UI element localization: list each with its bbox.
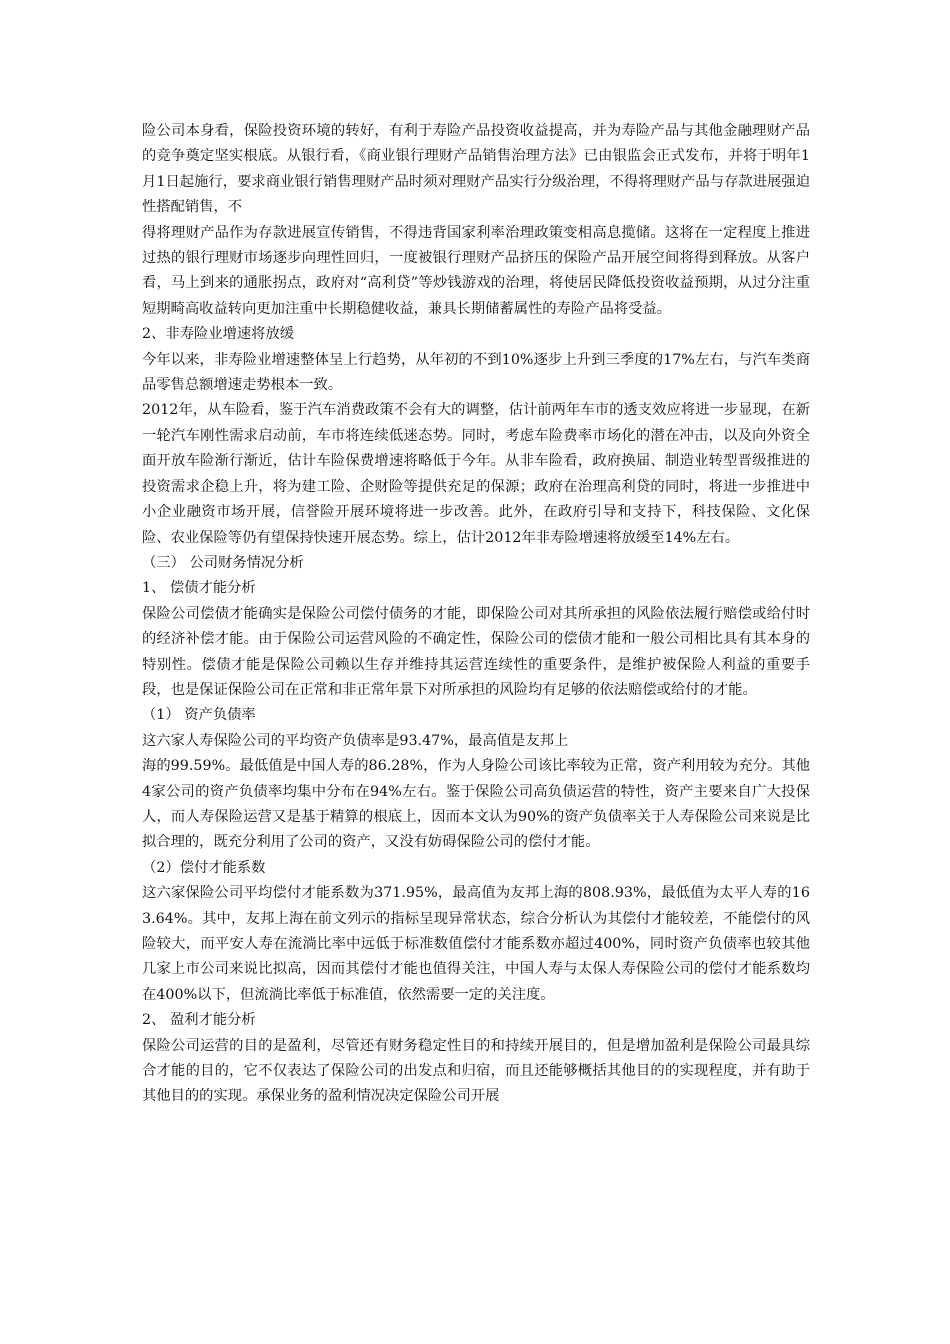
paragraph-solvency-definition: 保险公司偿债才能确实是保险公司偿付债务的才能，即保险公司对其所承担的风险依法履行赔偿或给付时的经济补偿才能。由于保险公司运营风险的不确定性，保险公司的偿债才能和一般公司相比具有其本身的特别性。偿债才能是保险公司赖以生存并维持其运营连续性的重要条件，是维护被保险人利益的重要手段，也是保证保险公司在正常和非正常年景下对所承担的风险均有足够的依法赔偿或给付的才能。 (142, 605, 810, 698)
paragraph-non-life-trend: 今年以来，非寿险业增速整体呈上行趋势，从年初的不到10%逐步上升到三季度的17%左右，与汽车类商品零售总额增速走势根本一致。 (142, 351, 810, 394)
heading-financial-analysis: （三） 公司财务情况分析 (142, 554, 304, 571)
heading-profitability-analysis: 2、 盈利才能分析 (142, 1012, 256, 1029)
heading-solvency-analysis: 1、 偿债才能分析 (142, 580, 256, 597)
paragraph-bank-wealth-products: 得将理财产品作为存款进展宣传销售，不得违背国家利率治理政策变相高息揽储。这将在一定程度上推进过热的银行理财市场逐步向理性回归，一度被银行理财产品挤压的保险产品开展空间将得到释放。从客户看，马上到来的通胀拐点，政府对“高利贷”等炒钱游戏的治理，将使居民降低投资收益预期，从过分注重短期畸高收益转向更加注重中长期稳健收益，兼具长期储蓄属性的寿险产品将受益。 (142, 224, 810, 317)
paragraph-debt-ratio-average: 这六家人寿保险公司的平均资产负债率是93.47%，最高值是友邦上 (142, 732, 569, 749)
document-page (142, 119, 810, 1110)
heading-solvency-coefficient: （2）偿付才能系数 (142, 859, 266, 876)
heading-non-life-growth: 2、非寿险业增速将放缓 (142, 326, 295, 343)
paragraph-2012-forecast: 2012年，从车险看，鉴于汽车消费政策不会有大的调整，估计前两年车市的透支效应将进一步显现，在新一轮汽车刚性需求启动前，车市将连续低迷态势。同时，考虑车险费率市场化的潜在冲击，以及向外资全面开放车险渐行渐近，估计车险保费增速将略低于今年。从非车险看，政府换届、制造业转型晋级推进的投资需求企稳上升，将为建工险、企财险等提供充足的保源；政府在治理高利贷的同时，将进一步推进中小企业融资市场开展，信誉险开展环境将进一步改善。此外，在政府引导和支持下，科技保险、文化保险、农业保险等仍有望保持快速开展态势。综上，估计2012年非寿险增速将放缓至14%左右。 (142, 402, 810, 546)
heading-debt-ratio: （1） 资产负债率 (142, 707, 256, 724)
paragraph-debt-ratio-detail: 海的99.59%。最低值是中国人寿的86.28%，作为人身险公司该比率较为正常，资产利用较为充分。其他4家公司的资产负债率均集中分布在94%左右。鉴于保险公司高负债运营的特性，资产主要来自广大投保人，而人寿保险运营又是基于精算的根底上，因而本文认为90%的资产负债率关于人寿保险公司来说是比拟合理的，既充分利用了公司的资产，又没有妨碍保险公司的偿付才能。 (142, 758, 810, 851)
paragraph-solvency-coefficient: 这六家保险公司平均偿付才能系数为371.95%，最高值为友邦上海的808.93%，最低值为太平人寿的163.64%。其中，友邦上海在前文列示的指标呈现异常状态，综合分析认为其偿付才能较差，不能偿付的风险较大，而平安人寿在流淌比率中远低于标准数值偿付才能系数亦超过400%，同时资产负债率也较其他几家上市公司来说比拟高，因而其偿付才能也值得关注，中国人寿与太保人寿保险公司的偿付才能系数均在400%以下，但流淌比率低于标准值，依然需要一定的关注度。 (142, 885, 810, 1003)
paragraph-profitability: 保险公司运营的目的是盈利，尽管还有财务稳定性目的和持续开展目的，但是增加盈利是保险公司最具综合才能的目的，它不仅表达了保险公司的出发点和归宿，而且还能够概括其他目的的实现程度，并有助于其他目的的实现。承保业务的盈利情况决定保险公司开展 (142, 1037, 810, 1105)
paragraph-life-insurance-outlook: 险公司本身看，保险投资环境的转好，有利于寿险产品投资收益提高，并为寿险产品与其他金融理财产品的竞争奠定坚实根底。从银行看，《商业银行理财产品销售治理方法》已由银监会正式发布，并将于明年1月1日起施行，要求商业银行销售理财产品时须对理财产品实行分级治理，不得将理财产品与存款进展强迫性搭配销售，不 (142, 123, 810, 216)
